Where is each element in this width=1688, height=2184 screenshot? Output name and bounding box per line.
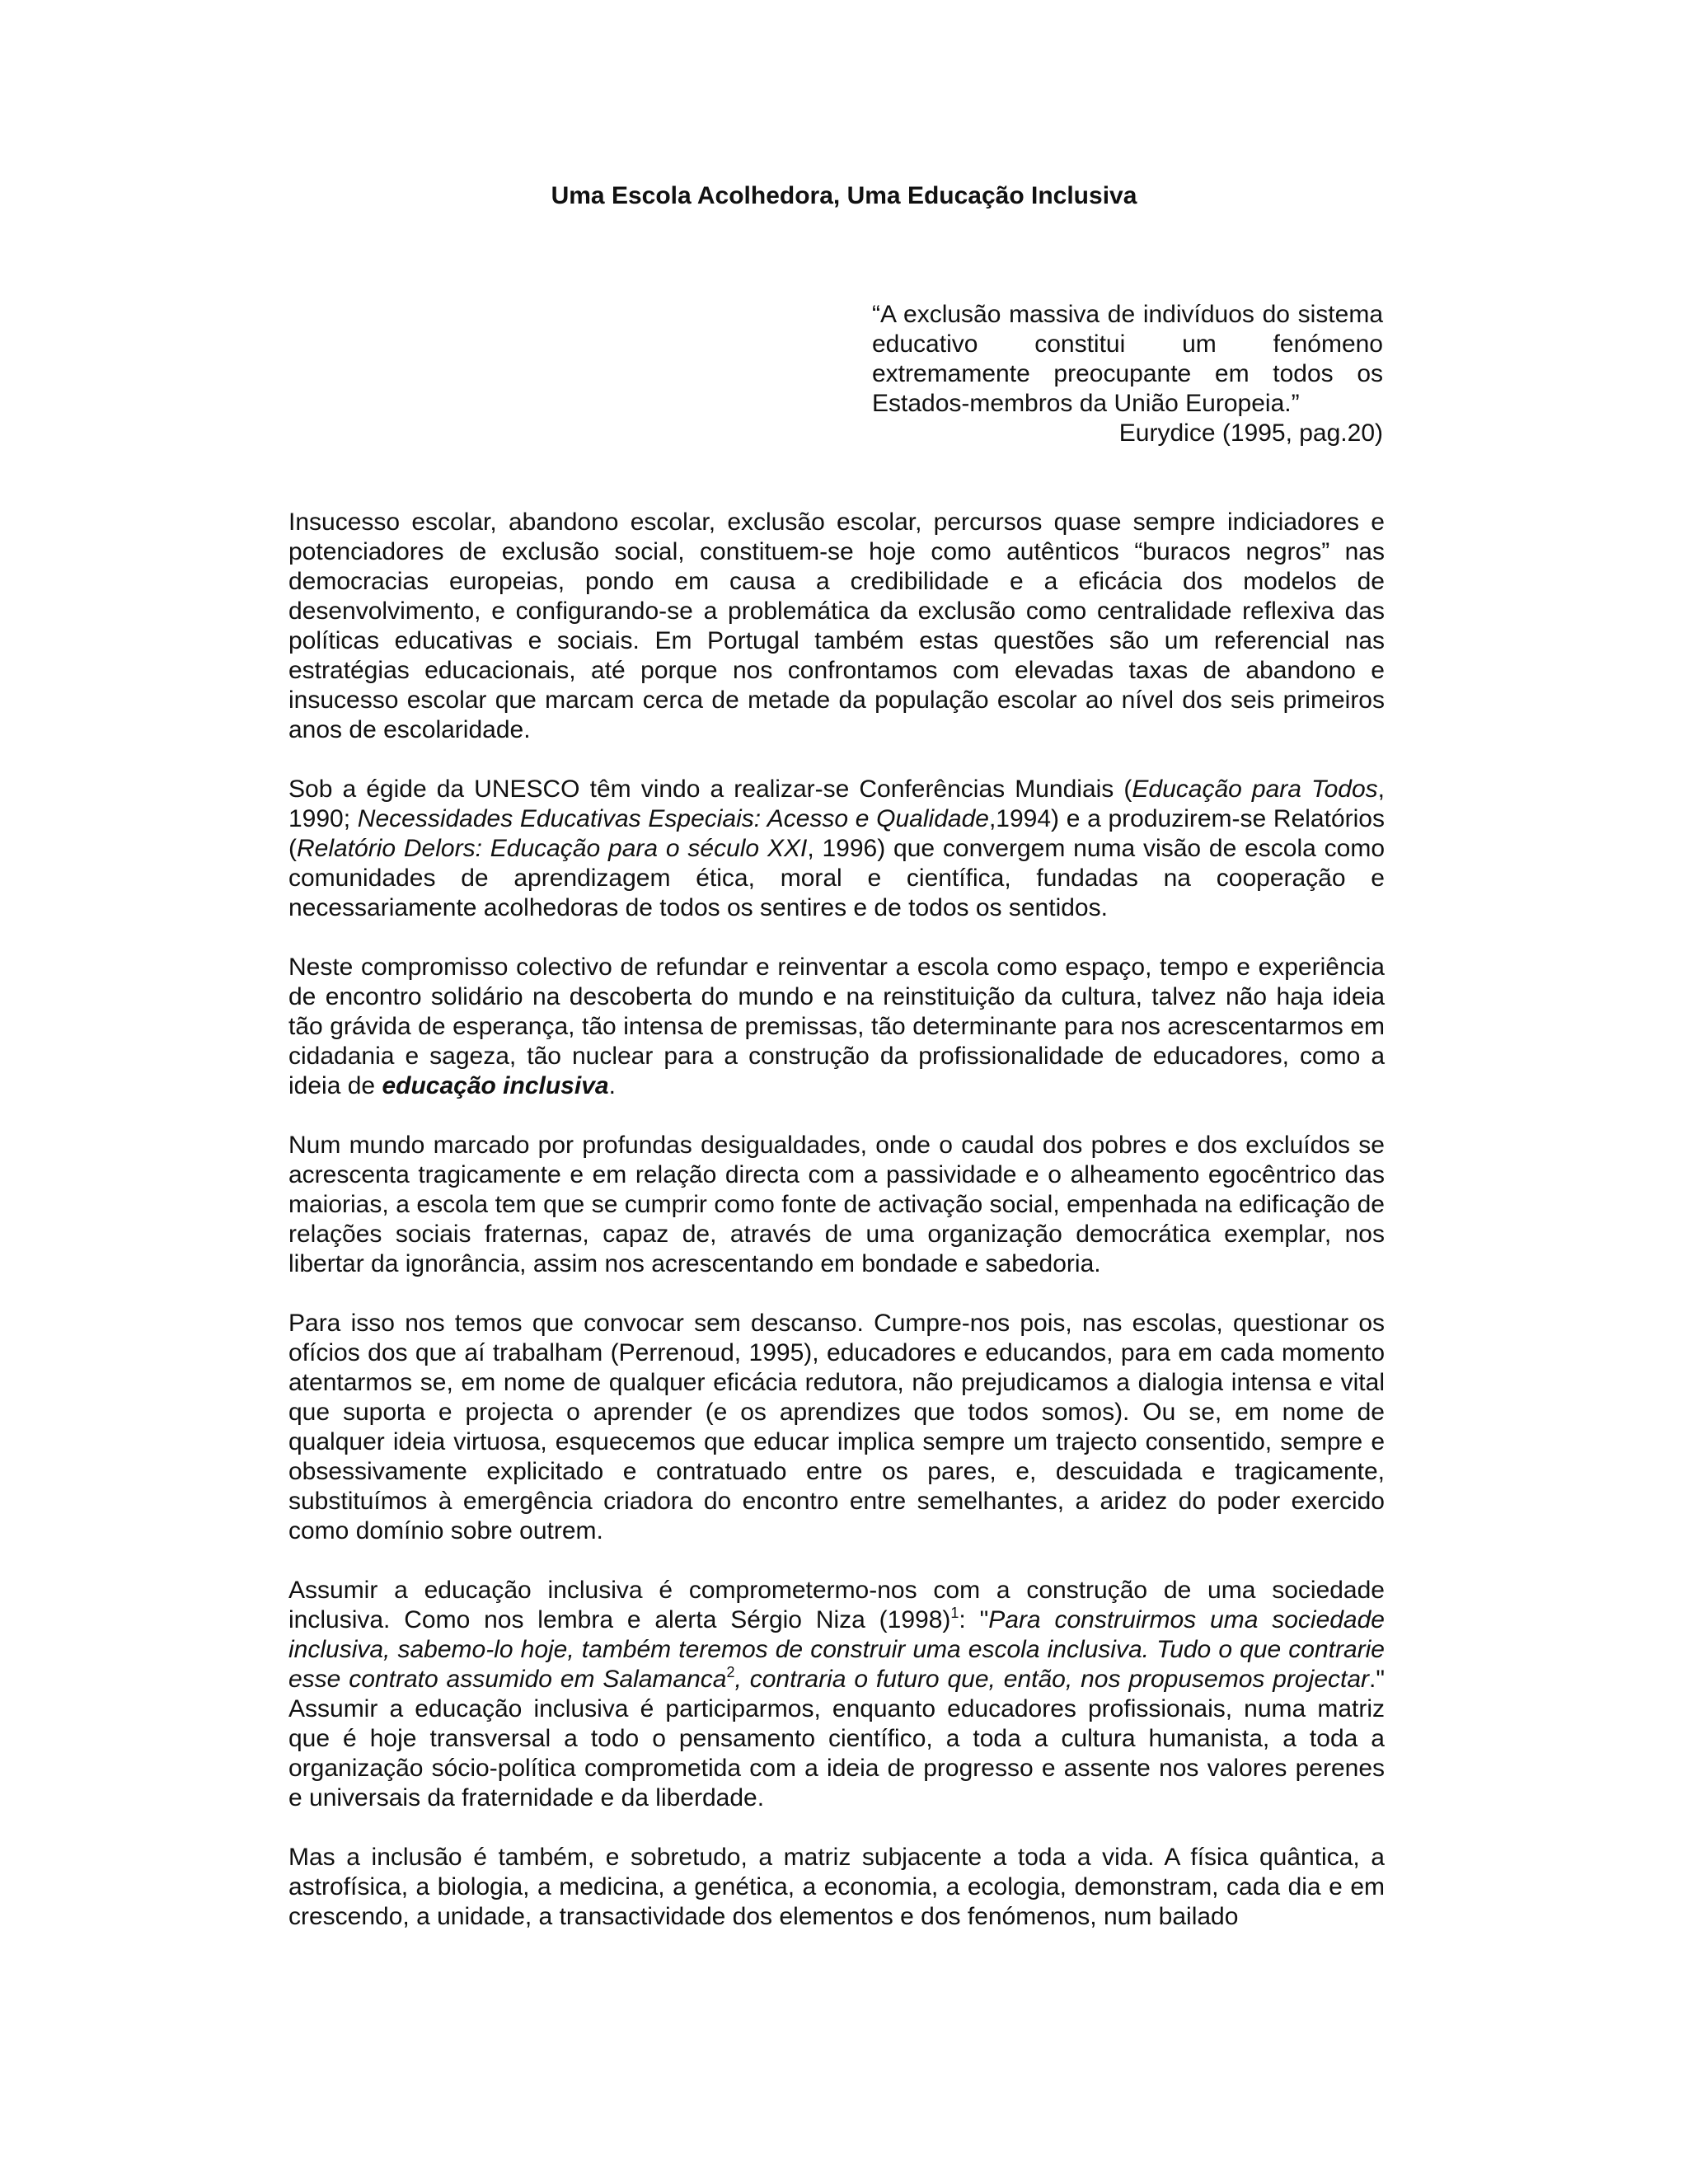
paragraph-4: Num mundo marcado por profundas desigualdades, onde o caudal dos pobres e dos excluídos se acrescenta tragicamente e em relação directa com a passividade e o alheamento egocêntrico das maiorias, a escola tem que se cumprir como fonte de activação social, empenhada na edificação de relações sociais fraternas, capaz de, através de uma organização democrática exemplar, nos libertar da ignorância, assim nos acrescentando em bondade e sabedoria. [288,1132,1385,1277]
paragraph-5: Para isso nos temos que convocar sem descanso. Cumpre-nos pois, nas escolas, questionar os ofícios dos que aí trabalham (Perrenoud, 1995), educadores e educandos, para em cada momento atentarmos se, em nome de qualquer eficácia redutora, não prejudicamos a dialogia intensa e vital que suporta e projecta o aprender (e os aprendizes que todos somos). Ou se, em nome de qualquer ideia virtuosa, esquecemos que educar implica sempre um trajecto consentido, sempre e obsessivamente explicitado e contratuado entre os pares, e, descuidada e tragicamente, substituímos à emergência criadora do encontro entre semelhantes, a aridez do poder exercido como domínio sobre outrem. [288,1310,1385,1544]
text-run: , 1990; [288,776,1385,832]
epigraph [872,300,1383,448]
italic-title: Educação para Todos [1132,776,1378,803]
footnote-marker-2: 2 [726,1664,735,1680]
document-body [288,508,1385,1932]
italic-quote: , contraria o futuro que, então, nos propusemos projectar [734,1666,1370,1693]
text-run: . [608,1072,616,1099]
paragraph-7: Mas a inclusão é também, e sobretudo, a matriz subjacente a toda a vida. A física quântica, a astrofísica, a biologia, a medicina, a genética, a economia, a ecologia, demonstram, cada dia e em crescendo, a unidade, a transactividade dos elementos e dos fenómenos, num bailado [288,1844,1385,1930]
italic-title: Relatório Delors: Educação para o século XXI [297,835,808,862]
text-run: , 1996) que convergem numa visão de escola como comunidades de aprendizagem ética, moral e científica, fundadas na cooperação e necessariamente acolhedoras de todos os sentires e de todos os sentidos. [288,835,1386,921]
epigraph-quote: “A exclusão massiva de indivíduos do sistema educativo constitui um fenómeno extremamente preocupante em todos os Estados-membros da União Europeia.” [872,301,1383,417]
italic-title: Necessidades Educativas Especiais: Acesso e Qualidade [357,805,989,832]
paragraph-1: Insucesso escolar, abandono escolar, exclusão escolar, percursos quase sempre indiciadores e potenciadores de exclusão social, constituem-se hoje como autênticos “buracos negros” nas democracias europeias, pondo em causa a credibilidade e a eficácia dos modelos de desenvolvimento, e configurando-se a problemática da exclusão como centralidade reflexiva das políticas educativas e sociais. Em Portugal também estas questões são um referencial nas estratégias educacionais, até porque nos confrontamos com elevadas taxas de abandono e insucesso escolar que marcam cerca de metade da população escolar ao nível dos seis primeiros anos de escolaridade. [288,509,1385,743]
paragraph-2 [288,775,1385,923]
text-run: Neste compromisso colectivo de refundar e reinventar a escola como espaço, tempo e experiência de encontro solidário na descoberta do mundo e na reinstituição da cultura, talvez não haja ideia tão grávida de esperança, tão intensa de premissas, tão determinante para nos acrescentarmos em cidadania e sageza, tão nuclear para a construção da profissionalidade de educadores, como a ideia de [288,954,1385,1099]
text-run: ." Assumir a educação inclusiva é participarmos, enquanto educadores profissionais, numa matriz que é hoje transversal a todo o pensamento científico, a toda a cultura humanista, a toda a organização sócio-política comprometida com a ideia de progresso e assente nos valores perenes e universais da fraternidade e da liberdade. [288,1666,1386,1811]
text-run: Assumir a educação inclusiva é comprometermo-nos com a construção de uma sociedade inclusiva. Como nos lembra e alerta Sérgio Niza (1998) [288,1577,1385,1633]
italic-quote: Para construirmos uma sociedade inclusiva, sabemo-lo hoje, também teremos de construir uma escola inclusiva. Tudo o que contrarie esse contrato assumido em Salamanca [288,1606,1385,1693]
document-title: Uma Escola Acolhedora, Uma Educação Inclusiva [551,182,1137,209]
text-run: ,1994) e a produzirem-se Relatórios ( [288,805,1385,862]
epigraph-source: Eurydice (1995, pag.20) [1118,419,1383,447]
text-run: : " [959,1606,989,1633]
paragraph-3 [288,953,1385,1101]
footnote-marker-1: 1 [950,1605,959,1621]
paragraph-6 [288,1576,1385,1813]
text-run: Sob a égide da UNESCO têm vindo a realizar-se Conferências Mundiais ( [288,776,1132,803]
emphasized-term: educação inclusiva [382,1072,609,1099]
